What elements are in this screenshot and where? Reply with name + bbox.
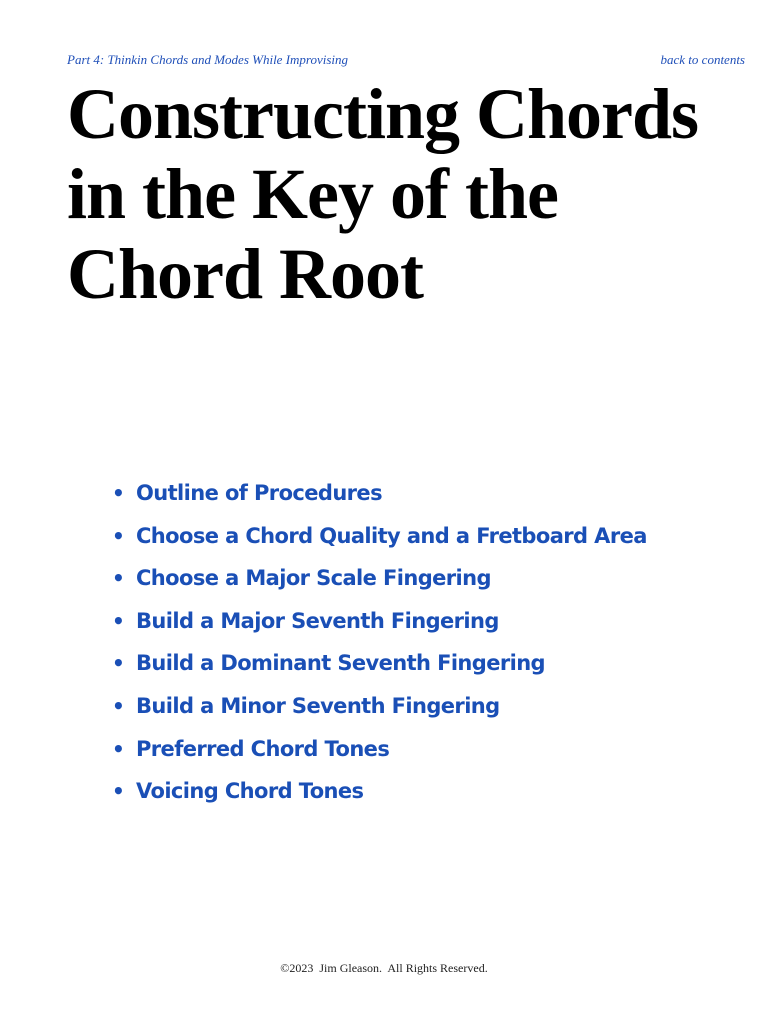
bullet-icon: •	[112, 651, 125, 676]
bullet-icon: •	[112, 608, 125, 633]
link-build-minor-seventh[interactable]: Build a Minor Seventh Fingering	[136, 693, 500, 718]
link-preferred-chord-tones[interactable]: Preferred Chord Tones	[136, 736, 390, 761]
list-item	[110, 559, 750, 602]
list-item	[110, 602, 750, 645]
bullet-icon: •	[112, 736, 125, 761]
page-title	[67, 74, 757, 314]
title-line-3: Chord Root	[67, 234, 424, 314]
link-voicing-chord-tones[interactable]: Voicing Chord Tones	[136, 779, 364, 804]
link-choose-chord-quality[interactable]: Choose a Chord Quality and a Fretboard Area	[136, 523, 647, 548]
title-line-1: Constructing Chords	[67, 74, 699, 154]
link-build-major-seventh[interactable]: Build a Major Seventh Fingering	[136, 608, 499, 633]
bullet-icon: •	[112, 481, 125, 505]
title-line-2: in the Key of the	[67, 154, 558, 234]
section-link-list	[110, 474, 750, 815]
list-item	[110, 517, 750, 560]
part-label: Part 4: Thinkin Chords and Modes While Improvising	[67, 52, 349, 67]
list-item	[110, 730, 750, 773]
link-outline-of-procedures[interactable]: Outline of Procedures	[136, 481, 382, 505]
running-header	[67, 52, 745, 70]
list-item	[110, 474, 750, 517]
link-choose-major-scale-fingering[interactable]: Choose a Major Scale Fingering	[136, 566, 491, 591]
bullet-icon: •	[112, 693, 125, 718]
list-item	[110, 644, 750, 687]
bullet-icon: •	[112, 566, 125, 591]
list-item	[110, 772, 750, 815]
copyright-footer: ©2023 Jim Gleason. All Rights Reserved.	[280, 961, 488, 975]
back-to-contents-link[interactable]: back to contents	[660, 52, 745, 67]
list-item	[110, 687, 750, 730]
bullet-icon: •	[112, 779, 125, 804]
bullet-icon: •	[112, 523, 125, 548]
link-build-dominant-seventh[interactable]: Build a Dominant Seventh Fingering	[136, 651, 545, 676]
